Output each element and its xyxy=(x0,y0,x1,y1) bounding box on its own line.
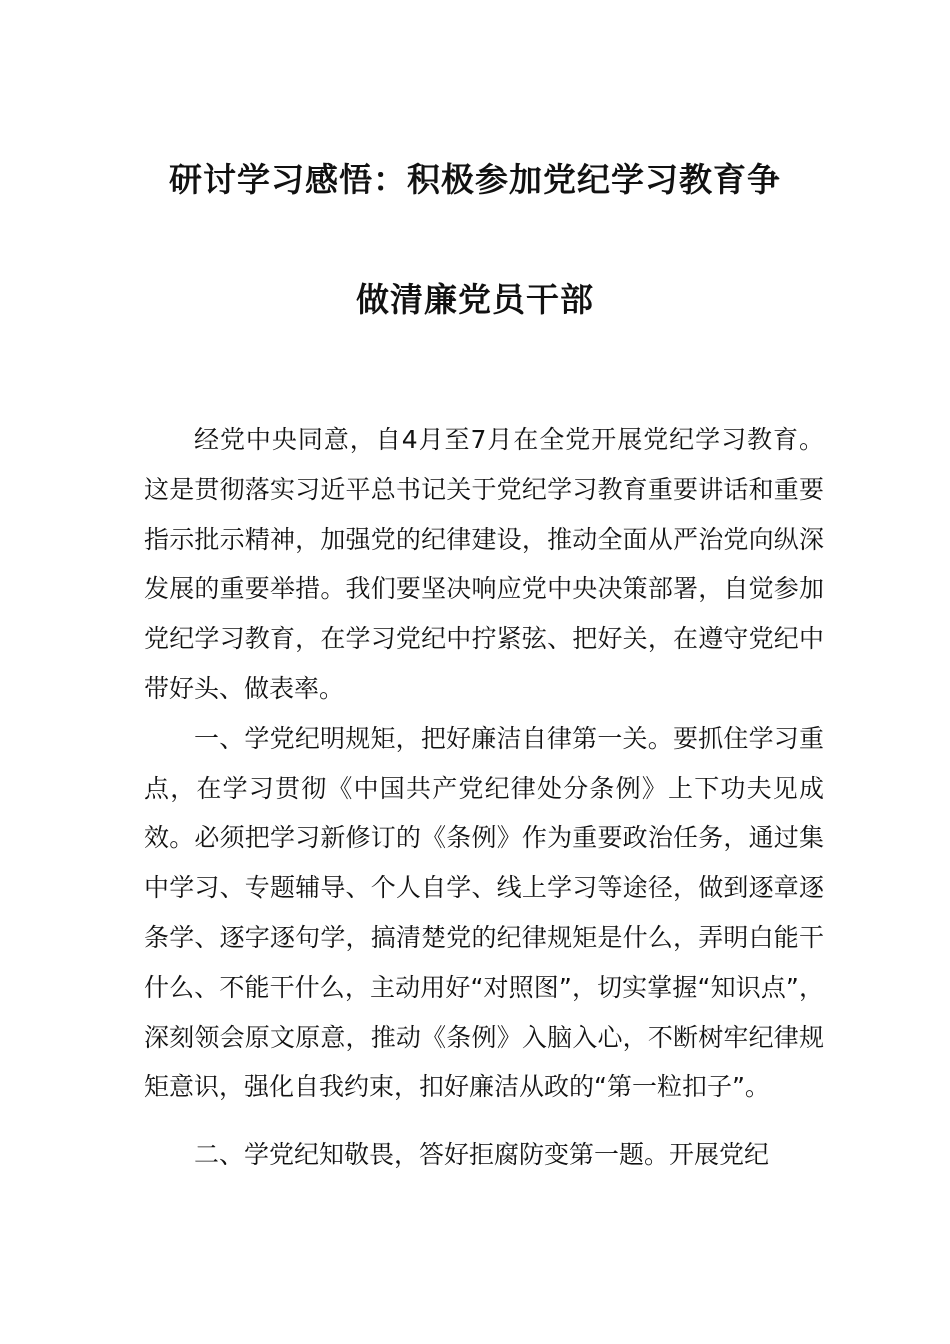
document-title-line-1: 研讨学习感悟：积极参加党纪学习教育争 xyxy=(169,160,781,199)
document-title-line-2: 做清廉党员干部 xyxy=(356,280,594,319)
document-body xyxy=(144,415,824,1180)
paragraph-intro: 经党中央同意，自4月至7月在全党开展党纪学习教育。这是贯彻落实习近平总书记关于党纪学习教育重要讲话和重要指示批示精神，加强党的纪律建设，推动全面从严治党向纵深发展的重要举措。我们要坚决响应党中央决策部署，自觉参加党纪学习教育，在学习党纪中拧紧弦、把好关，在遵守党纪中带好头、做表率。 xyxy=(144,425,824,703)
paragraph-section-1: 一、学党纪明规矩，把好廉洁自律第一关。要抓住学习重点，在学习贯彻《中国共产党纪律处分条例》上下功夫见成效。必须把学习新修订的《条例》作为重要政治任务，通过集中学习、专题辅导、个人自学、线上学习等途径，做到逐章逐条学、逐字逐句学，搞清楚党的纪律规矩是什么，弄明白能干什么、不能干什么，主动用好“对照图”，切实掌握“知识点”，深刻领会原文原意，推动《条例》入脑入心，不断树牢纪律规矩意识，强化自我约束，扣好廉洁从政的“第一粒扣子”。 xyxy=(144,723,824,1102)
paragraph-section-2: 二、学党纪知敬畏，答好拒腐防变第一题。开展党纪 xyxy=(194,1140,770,1170)
